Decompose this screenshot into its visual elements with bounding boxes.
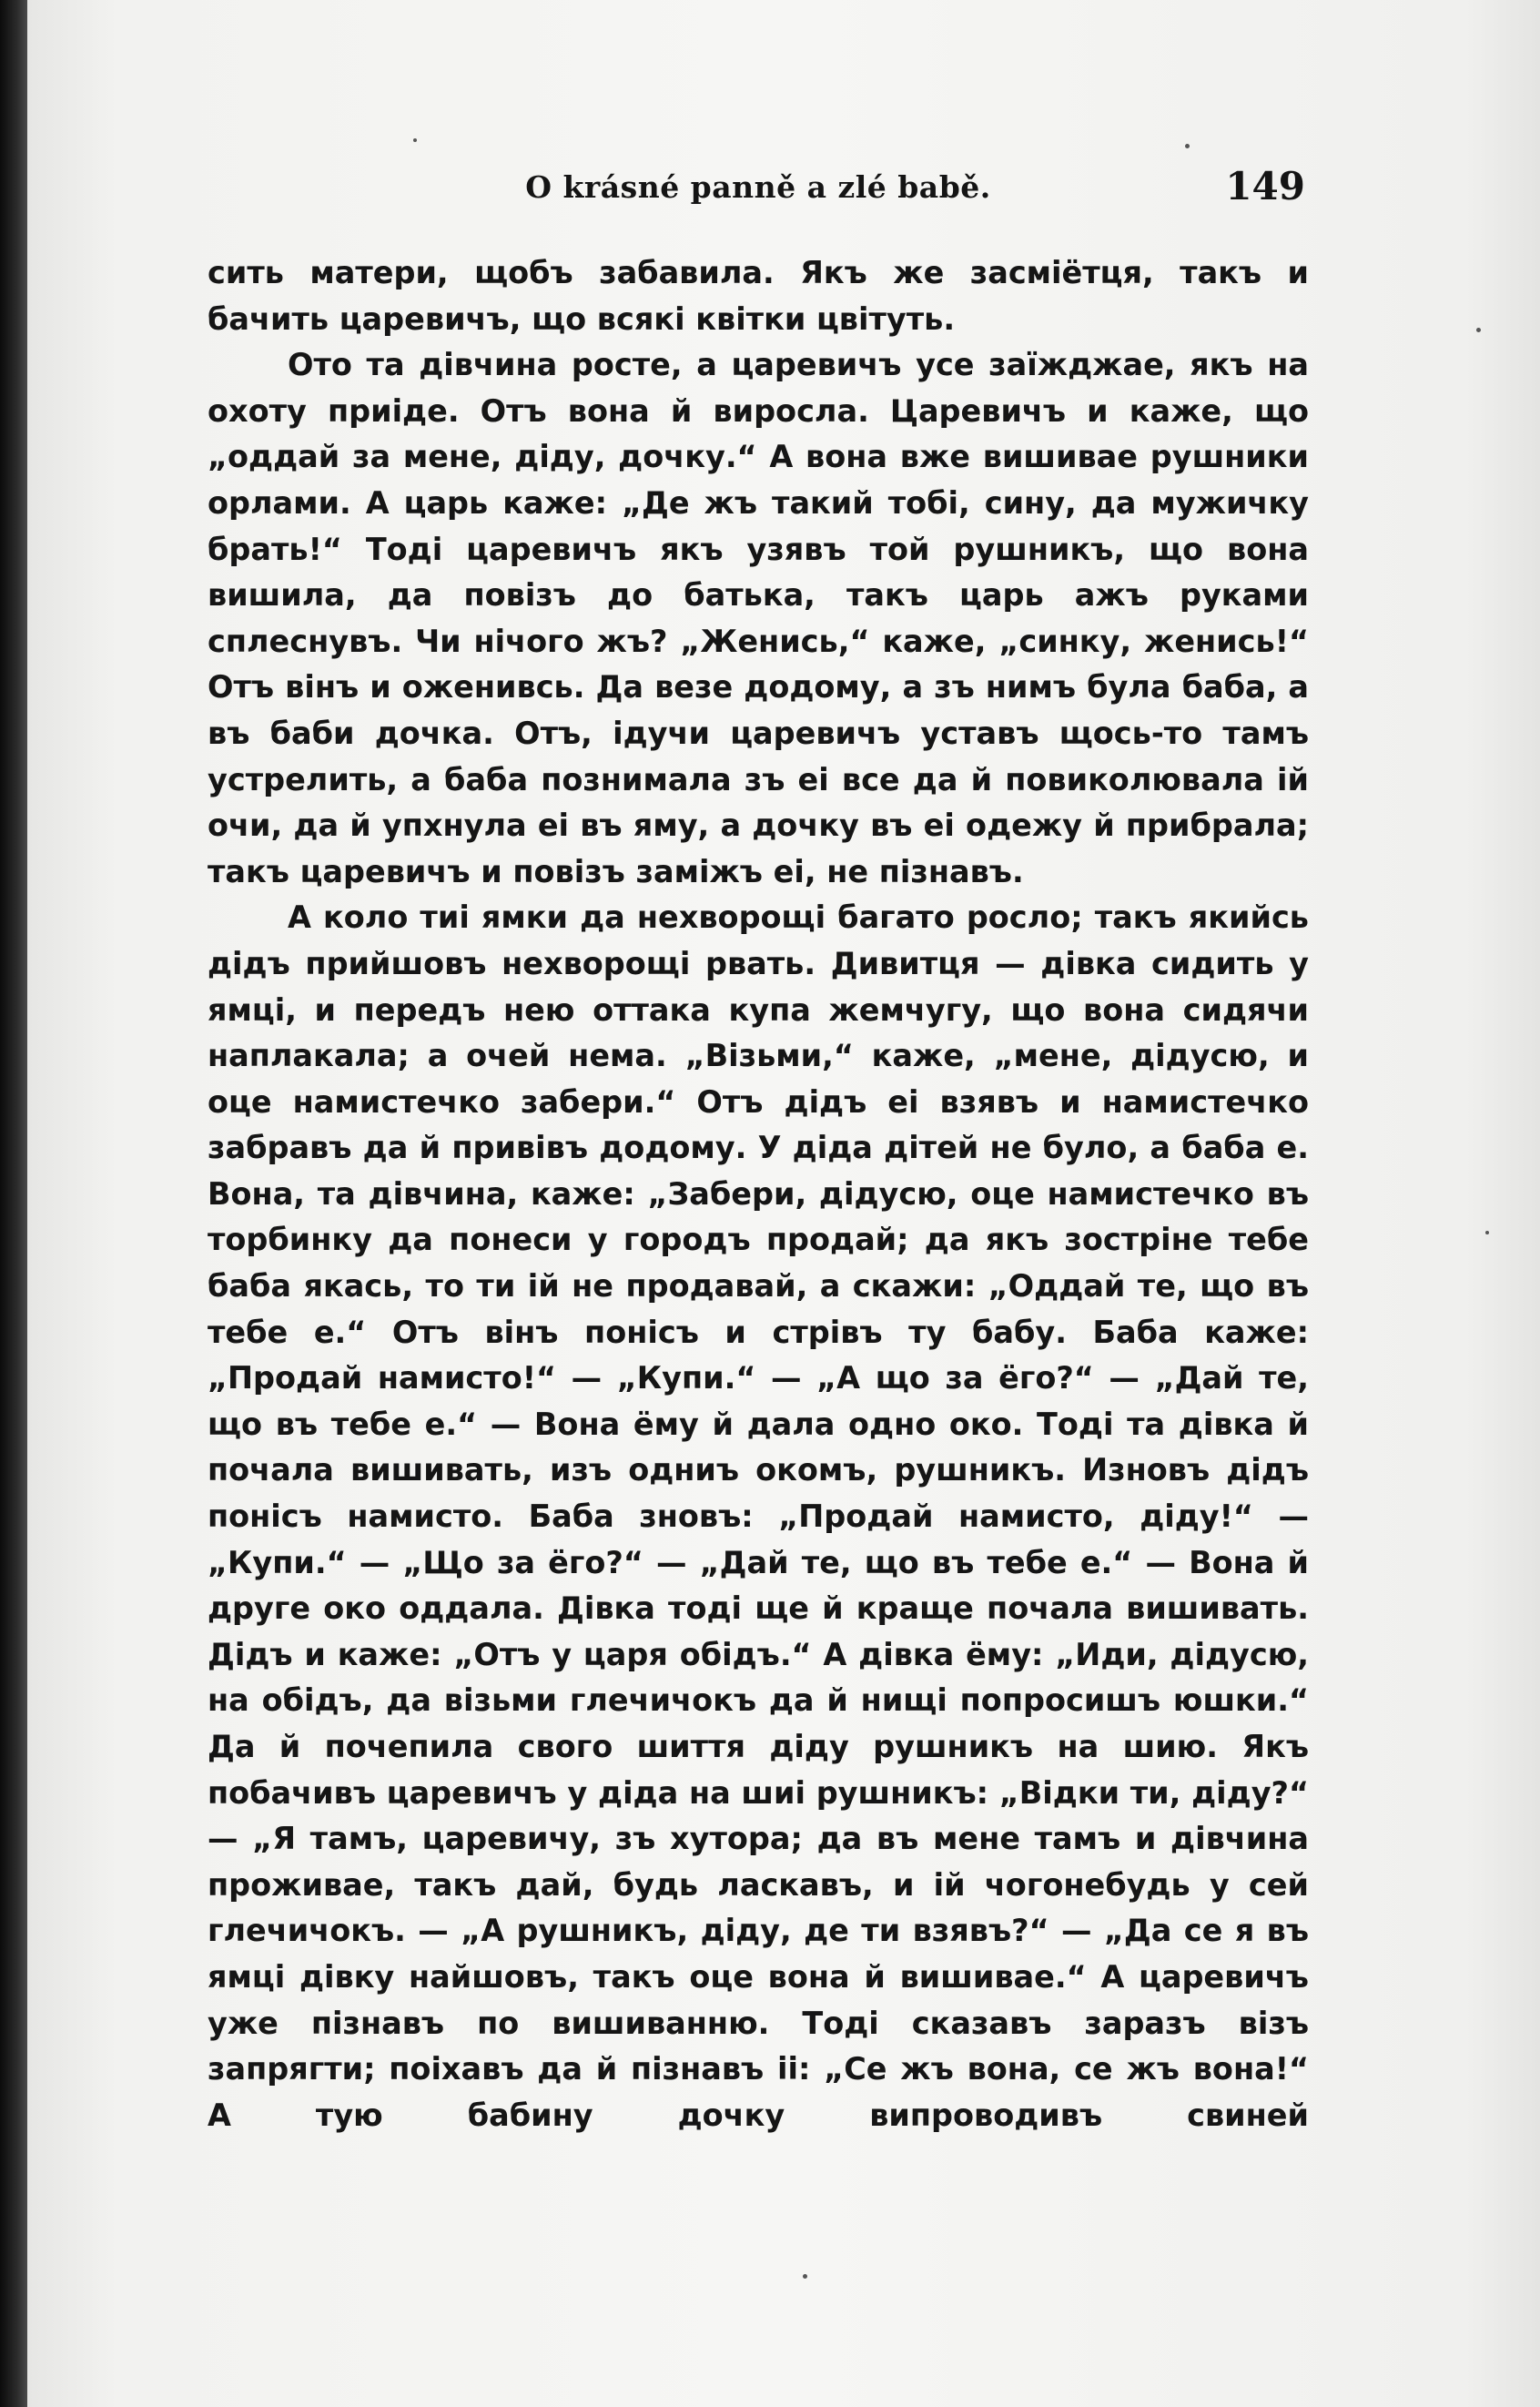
scan-speck: [1485, 1231, 1489, 1234]
page-number: 149: [1225, 164, 1305, 208]
running-head: O krásné panně a zlé babě.: [525, 169, 991, 205]
scan-left-edge: [0, 0, 27, 2407]
body-text: [208, 250, 1309, 2138]
paragraph-2: Ото та дівчина росте, а царевичъ усе заїжджае, якъ на охоту приіде. Отъ вона й виросла. Царевичъ и каже, що „оддай за мене, діду, дочку.“ А вона вже вишивае рушники орлами. А царь каже: „Де жъ такий тобі, сину, да мужичку брать!“ Тоді царевичъ якъ узявъ той рушникъ, що вона вишила, да повізъ до батька, такъ царь ажъ руками сплеснувъ. Чи нічого жъ? „Женись,“ каже, „синку, женись!“ Отъ вінъ и оженивсь. Да везе додому, а зъ нимъ була баба, а въ баби дочка. Отъ, ідучи царевичъ уставъ щось-то тамъ устрелить, а баба познимала зъ еі все да й повиколювала ій очи, да й упхнула еі въ яму, а дочку въ еі одежу й прибрала; такъ царевичъ и повізъ заміжъ еі, не пізнавъ.: [208, 347, 1309, 889]
page-header: [208, 164, 1309, 218]
scan-speck: [1476, 328, 1481, 332]
scan-speck: [803, 2274, 807, 2279]
scan-speck: [413, 138, 417, 142]
scan-speck: [1185, 144, 1190, 148]
paragraph-1: сить матери, щобъ забавила. Якъ же засміётця, такъ и бачить царевичъ, що всякі квітки цвітуть.: [208, 255, 1309, 337]
paragraph-3: А коло тиі ямки да нехворощі багато росло; такъ якийсь дідъ прийшовъ нехворощі рвать. Дивитця — дівка сидить у ямці, и передъ нею оттака купа жемчугу, що вона сидячи наплакала; а очей нема. „Візьми,“ каже, „мене, дідусю, и оце намистечко забери.“ Отъ дідъ еі взявъ и намистечко забравъ да й привівъ додому. У діда дітей не було, а баба е. Вона, та дівчина, каже: „Забери, дідусю, оце намистечко въ торбинку да понеси у городъ продай; да якъ зостріне тебе баба якась, то ти ій не продавай, а скажи: „Оддай те, що въ тебе е.“ Отъ вінъ понісъ и стрівъ ту бабу. Баба каже: „Продай намисто!“ — „Купи.“ — „А що за ёго?“ — „Дай те, що въ тебе е.“ — Вона ёму й дала одно око. Тоді та дівка й почала вишивать, изъ одниъ окомъ, рушникъ. Изновъ дідъ понісъ намисто. Баба зновъ: „Продай намисто, діду!“ — „Купи.“ — „Що за ёго?“ — „Дай те, що въ тебе е.“ — Вона й друге око оддала. Дівка тоді ще й краще почала вишивать. Дідъ и каже: „Отъ у царя обідъ.“ А дівка ёму: „Иди, дідусю, на обідъ, да візьми глечичокъ да й нищі попросишъ юшки.“ Да й почепила свого шиття діду рушникъ на шию. Якъ побачивъ царевичъ у діда на шиі рушникъ: „Відки ти, діду?“ — „Я тамъ, царевичу, зъ хутора; да въ мене тамъ и дівчина проживае, такъ дай, будь ласкавъ, и ій чогонебудь у сей глечичокъ. — „А рушникъ, діду, де ти взявъ?“ — „Да се я въ ямці дівку найшовъ, такъ оце вона й вишивае.“ А царевичъ уже пізнавъ по вишиванню. Тоді сказавъ заразъ візъ запрягти; поіхавъ да й пізнавъ ii: „Се жъ вона, се жъ вона!“ А тую бабину дочку випроводивъ свиней: [208, 899, 1309, 2133]
